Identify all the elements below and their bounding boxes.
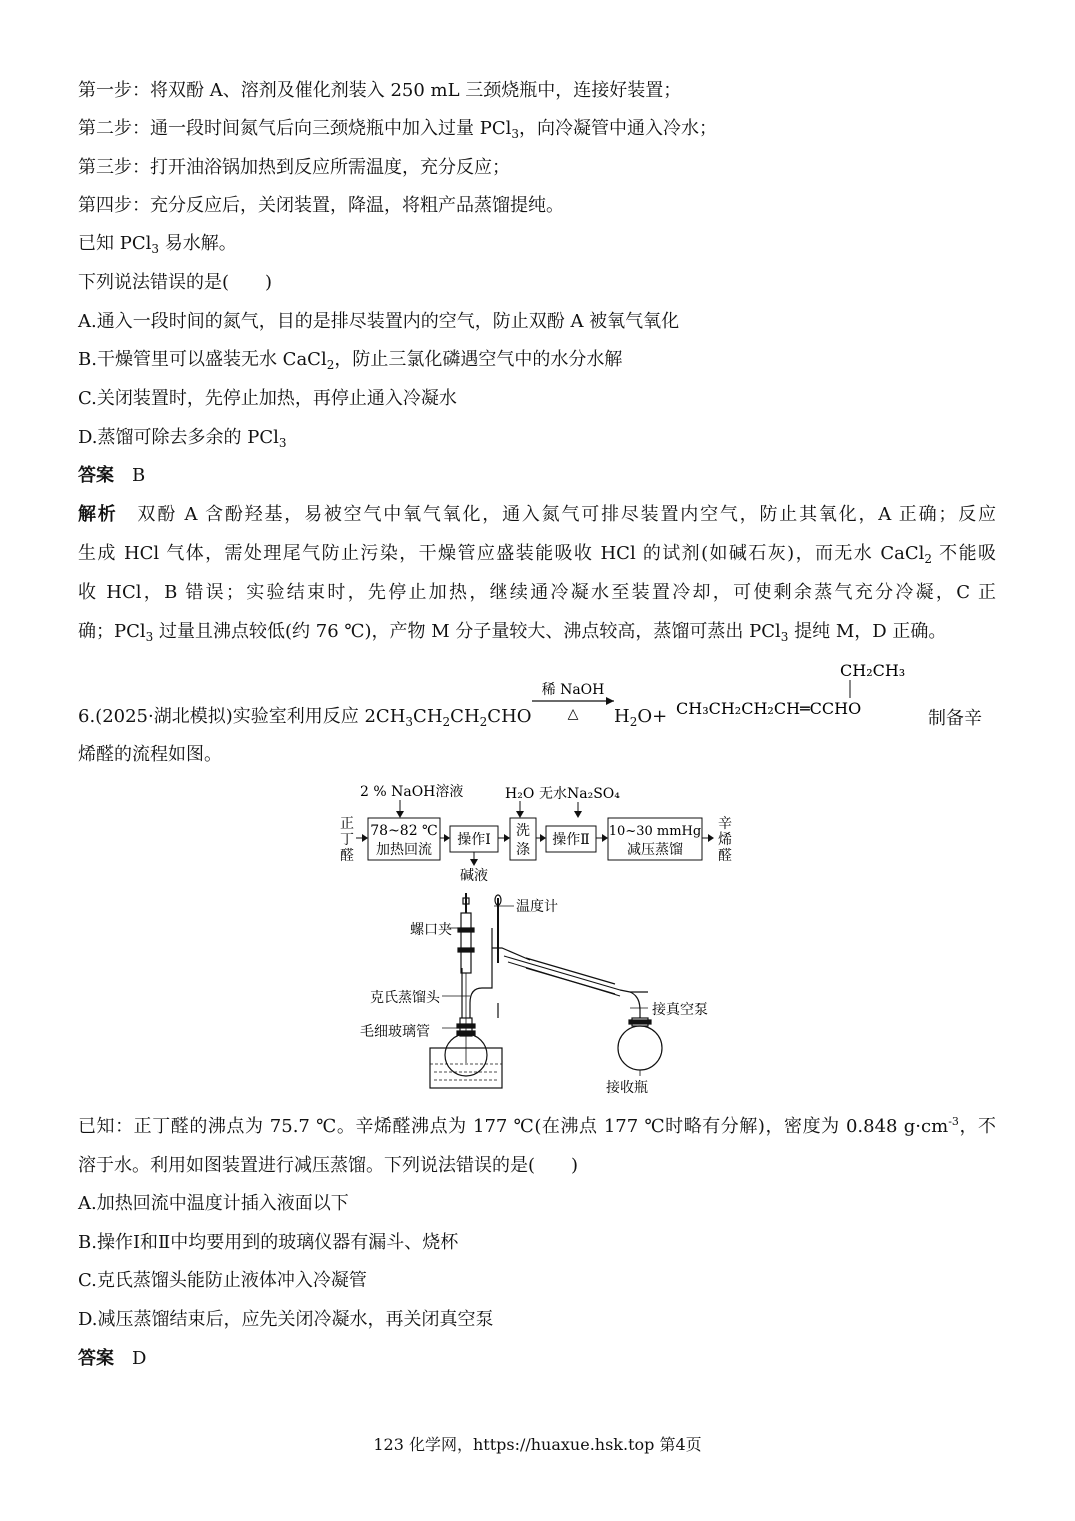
q6-known-line1: 已知：正丁醛的沸点为 75.7 ℃。辛烯醛沸点为 177 ℃(在沸点 177 ℃时略有分解)，密度为 0.848 $g\cdot cm^{-3}$，不 <box>78 1115 997 1137</box>
label-vacuum-pump: 接真空泵 <box>652 1002 708 1018</box>
q6-option-a: A.加热回流中温度计插入液面以下 <box>78 1193 349 1214</box>
flow-na2so4-label: 无水Na₂SO₄ <box>539 786 620 802</box>
flow-box5-line1: 10~30 mmHg <box>608 824 702 839</box>
label-receiver: 接收瓶 <box>606 1080 648 1096</box>
water-product: $H_2O+$ <box>614 706 668 729</box>
q6-known-line2: 溶于水。利用如图装置进行减压蒸馏。下列说法错误的是( ) <box>78 1155 579 1176</box>
arrow-top-label: 稀 NaOH <box>541 682 605 698</box>
flow-box5-line2: 减压蒸馏 <box>627 842 683 858</box>
flow-box3-line2: 涤 <box>516 842 530 858</box>
page-footer: 123 化学网，https://huaxue.hsk.top 第4页 <box>373 1435 702 1454</box>
q5-analysis-line3: 收 HCl，B 错误；实验结束时，先停止加热，继续通冷凝水至装置冷却，可使剩余蒸气充分冷凝，C 正 <box>78 582 996 603</box>
flow-start-3: 醛 <box>340 848 354 864</box>
q6-reaction-line: 6.(2025·湖北模拟)实验室利用反应 $2CH_3CH_2CH_2CHO$ <box>78 706 532 729</box>
q6-line2: 烯醛的流程如图。 <box>78 744 222 765</box>
q6-option-c: C.克氏蒸馏头能防止液体冲入冷凝管 <box>78 1270 367 1291</box>
arrow-bottom-label: △ <box>567 706 579 720</box>
flow-waste-label: 碱液 <box>460 868 488 884</box>
flow-end-1: 辛 <box>718 816 732 832</box>
flow-box1-line2: 加热回流 <box>376 842 432 858</box>
q5-analysis-line1: 解析 双酚 A 含酚羟基，易被空气中氧气氧化，通入氮气可排尽装置内空气，防止其氧化，A 正确；反应 <box>78 504 997 525</box>
flow-box1-line1: 78~82 ℃ <box>370 823 438 839</box>
octenal-structure <box>674 656 914 728</box>
flow-start-2: 丁 <box>340 832 354 848</box>
label-claisen-head: 克氏蒸馏头 <box>370 990 440 1006</box>
flow-start-1: 正 <box>340 816 354 832</box>
reaction-arrow <box>528 676 618 720</box>
q5-step3: 第三步：打开油浴锅加热到反应所需温度，充分反应； <box>78 157 510 178</box>
flow-box4: 操作Ⅱ <box>552 832 590 848</box>
label-capillary: 毛细玻璃管 <box>360 1024 430 1040</box>
distillation-apparatus <box>430 893 662 1088</box>
q5-option-b: B.干燥管里可以盛装无水 CaCl$_2$，防止三氯化磷遇空气中的水分水解 <box>78 349 623 372</box>
q5-answer: 答案 B <box>78 465 146 486</box>
q6-line1-tail: 制备辛 <box>928 708 982 729</box>
structure-main: CH₃CH₂CH₂CH═CCHO <box>676 699 862 718</box>
flow-box3-line1: 洗 <box>516 823 530 839</box>
label-clamp: 螺口夹 <box>410 922 452 938</box>
flow-h2o-label: H₂O <box>505 786 535 802</box>
q5-analysis-line4: 确；PCl$_3$ 过量且沸点较低(约 76 ℃)，产物 M 分子量较大、沸点较高，蒸馏可蒸出 PCl$_3$ 提纯 M，D 正确。 <box>78 621 947 644</box>
q6-answer: 答案 D <box>78 1348 147 1369</box>
q6-option-d: D.减压蒸馏结束后，应先关闭冷凝水，再关闭真空泵 <box>78 1309 494 1330</box>
label-thermometer: 温度计 <box>516 899 558 915</box>
q5-option-d: D.蒸馏可除去多余的 PCl$_3$ <box>78 427 287 450</box>
q5-option-c: C.关闭装置时，先停止加热，再停止通入冷凝水 <box>78 388 457 409</box>
q5-step4: 第四步：充分反应后，关闭装置，降温，将粗产品蒸馏提纯。 <box>78 195 564 216</box>
q5-analysis-line2: 生成 HCl 气体，需处理尾气防止污染，干燥管应盛装能吸收 HCl 的试剂(如碱石灰)，而无水 CaCl$_2$ 不能吸 <box>78 543 996 566</box>
flow-chart <box>340 783 732 884</box>
q5-question: 下列说法错误的是( ) <box>78 272 273 293</box>
q5-step1: 第一步：将双酚 A、溶剂及催化剂装入 250 mL 三颈烧瓶中，连接好装置； <box>78 80 682 101</box>
q5-known: 已知 PCl$_3$ 易水解。 <box>78 233 237 256</box>
flow-end-2: 烯 <box>718 832 732 848</box>
flow-end-3: 醛 <box>718 848 732 864</box>
q6-option-b: B.操作Ⅰ和Ⅱ中均要用到的玻璃仪器有漏斗、烧杯 <box>78 1232 459 1253</box>
q5-option-a: A.通入一段时间的氮气，目的是排尽装置内的空气，防止双酚 A 被氧气氧化 <box>78 311 680 332</box>
flow-naoh-label: 2 % NaOH溶液 <box>360 784 464 800</box>
q5-step2: 第二步：通一段时间氮气后向三颈烧瓶中加入过量 PCl$_3$，向冷凝管中通入冷水； <box>78 118 718 141</box>
q6-figure <box>330 778 750 1100</box>
flow-box2: 操作Ⅰ <box>457 832 491 848</box>
structure-branch: CH₂CH₃ <box>840 661 906 680</box>
